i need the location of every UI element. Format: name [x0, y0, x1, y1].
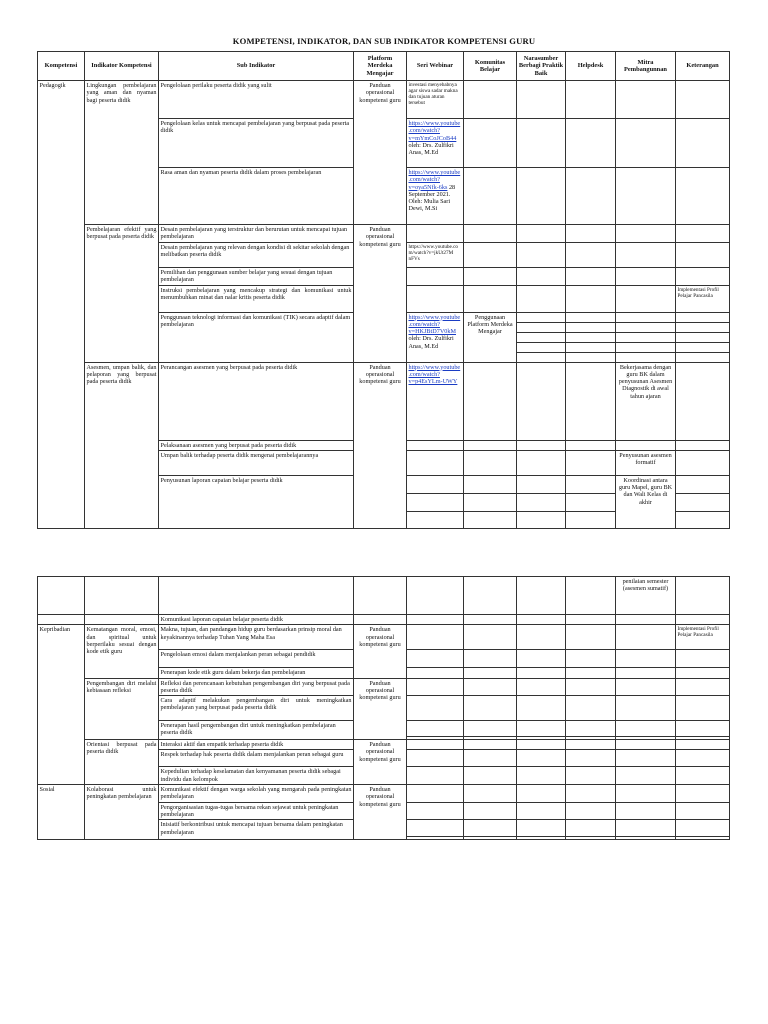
sub-indikator: Umpan balik terhadap peserta didik mengenai pembelajarannya [159, 450, 354, 475]
panduan-cell: Panduan operasional kompetensi guru [354, 625, 407, 678]
sub-indikator: Desain pembelajaran yang relevan dengan kondisi di sekitar sekolah dengan melibatkan peserta didik [159, 243, 354, 268]
header-sub-indikator: Sub Indikator [159, 52, 354, 81]
table-row [38, 678, 730, 696]
indikator-asesmen: Asesmen, umpan balik, dan pelaporan yang berpusat pada peserta didik [85, 362, 159, 528]
header-row [38, 52, 730, 81]
table-row [38, 577, 730, 615]
komunitas-cell: Penggunaan Platform Merdeka Mengajar [464, 312, 517, 362]
kompetensi-sosial: Sosial [38, 785, 85, 840]
sub-indikator: Penerapan kode etik guru dalam bekerja dan pembelajaran [159, 668, 354, 678]
webinar-speaker: oleh: Drs. Zulfikri Anas, M.Ed [408, 141, 454, 157]
indikator-kolaborasi: Kolaborasi untuk peningkatan pembelajaran [85, 785, 159, 840]
panduan-cell: Panduan operasional kompetensi guru [354, 225, 407, 363]
sub-indikator: Rasa aman dan nyaman peserta didik dalam proses pembelajaran [159, 168, 354, 225]
sub-indikator: Penyusunan laporan capaian belajar peserta didik [159, 475, 354, 528]
header-kompetensi: Kompetensi [38, 52, 85, 81]
header-keterangan: Keterangan [676, 52, 730, 81]
webinar-link[interactable]: https://www.youtube.com/watch?v=mYmCoJCoB44 [408, 120, 461, 142]
table-row [38, 625, 730, 650]
sub-indikator: Desain pembelajaran yang terstruktur dan berurutan untuk mencapai tujuan pembelajaran [159, 225, 354, 243]
sub-indikator: Komunikasi laporan capaian belajar peserta didik [159, 615, 354, 625]
sub-indikator: Instruksi pembelajaran yang mencakup strategi dan komunikasi untuk menumbuhkan minat dan nalar kritis peserta didik [159, 285, 354, 312]
webinar-link[interactable]: https://www.youtube.com/watch?v=oya5Nfk-6ks [408, 169, 461, 191]
indikator-lingkungan: Lingkungan pembelajaran yang aman dan nyaman bagi peserta didik [85, 81, 159, 225]
webinar-cell: investasi menyebabnya agar siswa sadar makna dan tujuan aturan tersebut [407, 81, 464, 119]
competency-table-page-2 [37, 576, 730, 840]
sub-indikator: Komunikasi efektif dengan warga sekolah yang mengarah pada peningkatan pembelajaran [160, 786, 352, 801]
competency-table-page-1 [37, 51, 730, 529]
table-row [38, 225, 730, 243]
keterangan-cell: Implementasi Profil Pelajar Pancasila [676, 625, 730, 650]
table-row [38, 362, 730, 440]
mitra-cell: Bekerjasama dengan guru BK dalam penyusunan Asesmen Diagnostik di awal tahun ajaran [616, 362, 676, 440]
sub-indikator: Penggunaan teknologi informasi dan komunikasi (TIK) secara adaptif dalam pembelajaran [159, 312, 354, 362]
table-row [38, 81, 730, 119]
sub-indikator: Inisiatif berkontribusi untuk mencapai tujuan bersama dalam peningkatan pembelajaran [159, 820, 354, 840]
webinar-link[interactable]: https://www.youtube.com/watch?v=p4EsYLm-UWY [407, 362, 464, 440]
sub-indikator: Kepedulian terhadap keselamatan dan kenyamanan peserta didik sebagai individu dan kelompok [159, 767, 354, 785]
indikator-pengembangan-diri: Pengembangan diri melalui kebiasaan refleksi [85, 678, 159, 740]
sub-indikator: Interaksi aktif dan empatik terhadap peserta didik [159, 740, 354, 750]
sub-indikator: Makna, tujuan, dan pandangan hidup guru berdasarkan prinsip moral dan keyakinannya terhadap Tuhan Yang Maha Esa [159, 625, 354, 650]
mitra-cell: penilaian semester (asesmen sumatif) [616, 577, 676, 615]
webinar-speaker: 28 September 2021. Oleh: Mulia Sari Dewi, M.Si [408, 183, 456, 213]
webinar-speaker: oleh: Drs. Zulfikri Anas, M.Ed [408, 335, 454, 350]
indikator-orientasi: Orientasi berpusat pada peserta didik [85, 740, 159, 785]
webinar-cell [407, 312, 464, 362]
sub-indikator: Pengelolaan emosi dalam menjalankan peran sebagai pendidik [159, 650, 354, 668]
panduan-cell: Panduan operasional kompetensi guru [354, 740, 407, 785]
webinar-cell: https://www.youtube.com/watch?v=jkUt27M nFVs [407, 243, 464, 268]
panduan-cell: Panduan operasional kompetensi guru [354, 678, 407, 740]
sub-indikator: Cara adaptif melakukan pengembangan diri untuk meningkatkan pembelajaran yang berpusat pada peserta didik [159, 696, 354, 721]
sub-indikator: Pengelolaan kelas untuk mencapai pembelajaran yang berpusat pada peserta didik [159, 119, 354, 168]
header-komunitas: Komunitas Belajar [464, 52, 517, 81]
header-mitra: Mitra Pembangunnan [616, 52, 676, 81]
panduan-cell: Panduan operasional kompetensi guru [354, 785, 407, 840]
kompetensi-pedagogik: Pedagogik [38, 81, 85, 529]
sub-indikator: Pengorganisasian tugas-tugas bersama rekan sejawat untuk peningkatan pembelajaran [159, 802, 354, 820]
panduan-cell: Panduan operasional kompetensi guru [354, 362, 407, 528]
sub-indikator: Pengelolaan perilaku peserta didik yang sulit [159, 81, 354, 119]
sub-indikator: Pelaksanaan asesmen yang berpusat pada peserta didik [159, 440, 354, 450]
mitra-cell: Penyusunan asesmen formatif [616, 450, 676, 475]
page-title: KOMPETENSI, INDIKATOR, DAN SUB INDIKATOR KOMPETENSI GURU [232, 36, 536, 46]
kompetensi-kepribadian: Kepribadian [38, 625, 85, 785]
webinar-cell [407, 119, 464, 168]
webinar-cell [407, 168, 464, 225]
header-platform: Platform Merdeka Mengajar [354, 52, 407, 81]
table-row [38, 615, 730, 625]
mitra-cell: Koordinasi antara guru Mapel, guru BK dan Wali Kelas di akhir [616, 475, 676, 528]
sub-indikator: Pemilihan dan penggunaan sumber belajar yang sesuai dengan tujuan pembelajaran [159, 268, 354, 286]
header-narasumber: Narasumber Berbagi Praktik Baik [517, 52, 566, 81]
sub-indikator: Penerapan hasil pengembangan diri untuk meningkatkan pembelajaran peserta didik [159, 721, 354, 740]
table-row [38, 785, 730, 803]
webinar-link[interactable]: https://www.youtube.com/watch?v=HKJBtD7V0kM [408, 313, 461, 336]
panduan-cell: Panduan operasional kompetensi guru [354, 81, 407, 225]
sub-indikator: Perancangan asesmen yang berpusat pada peserta didik [159, 362, 354, 440]
sub-indikator: Refleksi dan perencanaan kebutuhan pengembangan diri yang berpusat pada peserta didik [159, 678, 354, 696]
header-helpdesk: Helpdesk [566, 52, 616, 81]
table-row [38, 740, 730, 750]
indikator-pembelajaran-efektif: Pembelajaran efektif yang berpusat pada peserta didik [85, 225, 159, 363]
sub-indikator: Respek terhadap hak peserta didik dalam menjalankan peran sebagai guru [159, 750, 354, 767]
header-indikator: Indikator Kompetensi [85, 52, 159, 81]
keterangan-cell: Implementasi Profil Pelajar Pancasila [676, 285, 730, 312]
indikator-kematangan: Kematangan moral, emosi, dan spiritual untuk berperilaku sesuai dengan kode etik guru [85, 625, 159, 678]
header-seri-webinar: Seri Webinar [407, 52, 464, 81]
